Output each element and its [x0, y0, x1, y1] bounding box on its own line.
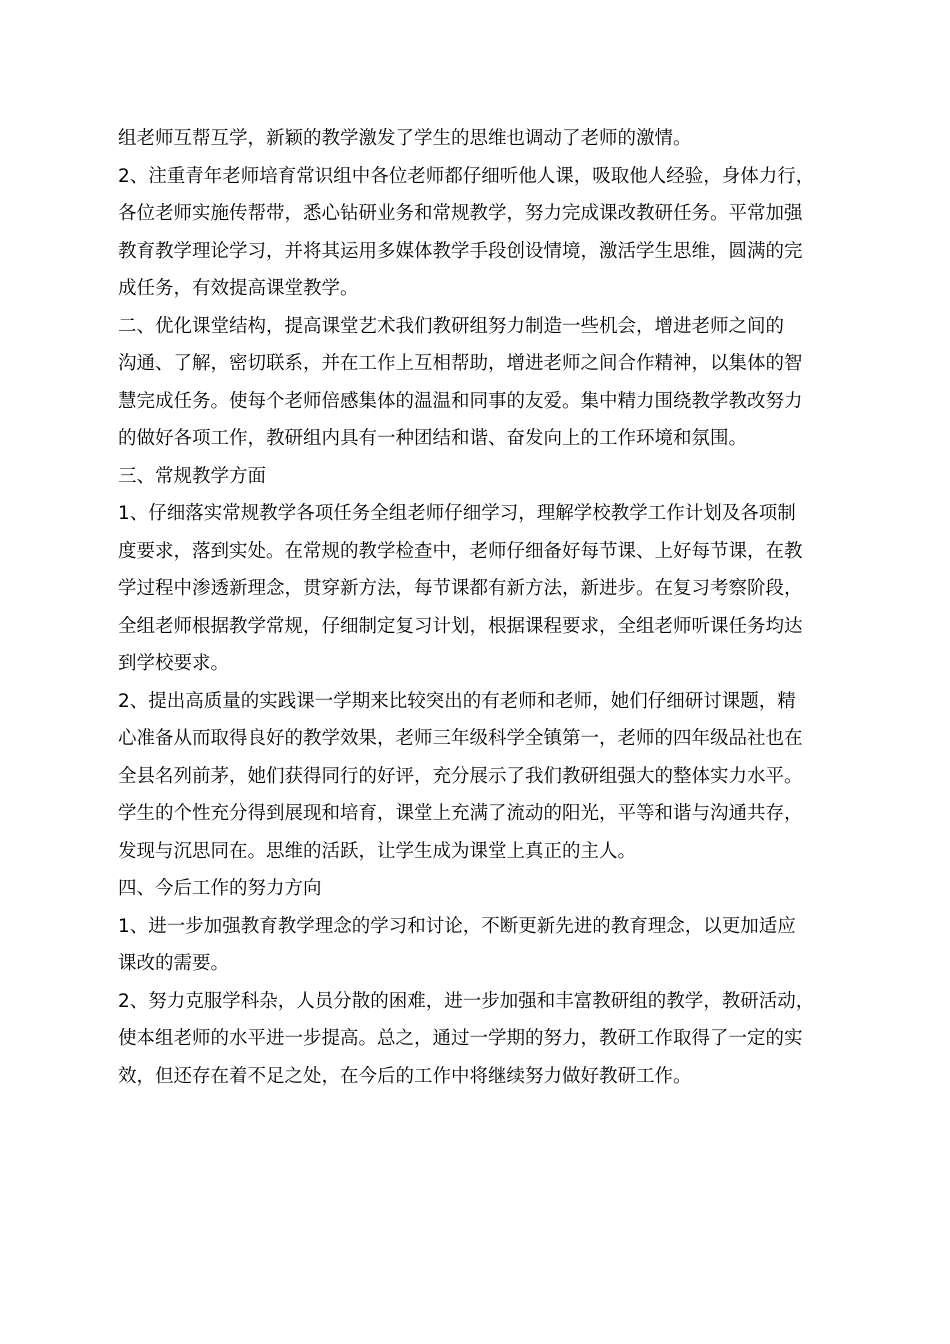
text-line: 学生的个性充分得到展现和培育，课堂上充满了流动的阳光，平等和谐与沟通共存， [118, 803, 803, 824]
section-heading: 三、常规教学方面 [118, 465, 267, 487]
text-line: 使本组老师的水平进一步提高。总之，通过一学期的努力，教研工作取得了一定的实 [118, 1028, 803, 1049]
text-line: 2、注重青年老师培育常识组中各位老师都仔细听他人课，吸取他人经验，身体力行， [118, 165, 815, 187]
text-line: 2、提出高质量的实践课一学期来比较突出的有老师和老师，她们仔细研讨课题，精 [118, 690, 796, 712]
text-line: 慧完成任务。使每个老师倍感集体的温温和同事的友爱。集中精力围绕教学教改努力 [118, 390, 803, 412]
text-line: 的做好各项工作，教研组内具有一种团结和谐、奋发向上的工作环境和氛围。 [118, 428, 748, 449]
text-line: 心准备从而取得良好的教学效果，老师三年级科学全镇第一，老师的四年级品社也在 [118, 728, 803, 749]
text-line: 到学校要求。 [118, 653, 230, 674]
text-line: 沟通、了解，密切联系，并在工作上互相帮助，增进老师之间合作精神，以集体的智 [118, 353, 803, 374]
text-line: 教育教学理论学习，并将其运用多媒体教学手段创设情境，激活学生思维，圆满的完 [118, 240, 803, 262]
body-text [118, 120, 843, 1095]
text-line: 1、仔细落实常规教学各项任务全组老师仔细学习，理解学校教学工作计划及各项制 [118, 503, 796, 524]
text-line: 各位老师实施传帮带，悉心钻研业务和常规教学，努力完成课改教研任务。平常加强 [118, 203, 803, 224]
text-line: 全县名列前茅，她们获得同行的好评，充分展示了我们教研组强大的整体实力水平。 [118, 765, 803, 787]
text-line: 全组老师根据教学常规，仔细制定复习计划，根据课程要求，全组老师听课任务均达 [118, 615, 803, 637]
text-line: 1、进一步加强教育教学理念的学习和讨论，不断更新先进的教育理念，以更加适应 [118, 915, 796, 937]
text-line: 学过程中渗透新理念，贯穿新方法，每节课都有新方法，新进步。在复习考察阶段， [118, 578, 803, 599]
text-line: 成任务，有效提高课堂教学。 [118, 278, 359, 299]
text-line: 组老师互帮互学，新颖的教学激发了学生的思维也调动了老师的激情。 [118, 128, 692, 149]
text-line: 2、努力克服学科杂，人员分散的困难，进一步加强和丰富教研组的教学，教研活动， [118, 990, 815, 1012]
text-line: 课改的需要。 [118, 953, 230, 974]
text-line: 效，但还存在着不足之处，在今后的工作中将继续努力做好教研工作。 [118, 1065, 692, 1087]
text-line: 发现与沉思同在。思维的活跃，让学生成为课堂上真正的主人。 [118, 840, 637, 862]
section-heading: 四、今后工作的努力方向 [118, 878, 322, 899]
text-line: 度要求，落到实处。在常规的教学检查中，老师仔细备好每节课、上好每节课，在教 [118, 540, 803, 562]
text-line: 二、优化课堂结构，提高课堂艺术我们教研组努力制造一些机会，增进老师之间的 [118, 315, 785, 337]
